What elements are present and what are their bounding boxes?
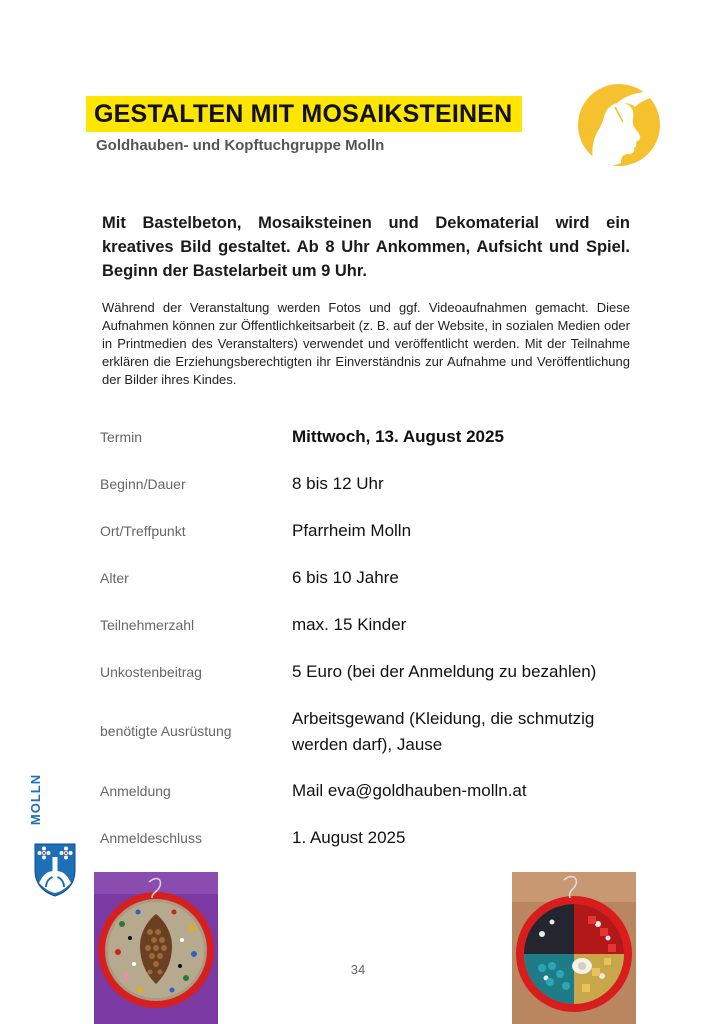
intro-text: Mit Bastelbeton, Mosaiksteinen und Dekomaterial wird ein kreatives Bild gestaltet. Ab 8 Uhr Ankommen, Aufsicht und Spiel. Beginn der Bastelarbeit um 9 Uhr.: [102, 214, 630, 280]
detail-label: Beginn/Dauer: [100, 476, 186, 492]
detail-value: 1. August 2025: [292, 828, 406, 847]
detail-value: 6 bis 10 Jahre: [292, 568, 399, 587]
detail-value: Mittwoch, 13. August 2025: [292, 427, 504, 446]
detail-label: Alter: [100, 570, 129, 586]
detail-label: Termin: [100, 429, 143, 445]
detail-value: max. 15 Kinder: [292, 615, 407, 634]
page-number: 34: [350, 962, 366, 977]
detail-value: Mail eva@goldhauben-molln.at: [292, 781, 527, 800]
municipality-label: [30, 770, 50, 830]
detail-label: Anmeldung: [100, 783, 171, 799]
detail-label: Anmeldeschluss: [100, 830, 202, 846]
mosaic-photo-right: [512, 872, 636, 1024]
detail-label: benötigte Ausrüstung: [100, 723, 232, 739]
detail-label: Ort/Treffpunkt: [100, 523, 186, 539]
municipality-name: MOLLN: [28, 773, 44, 826]
goldhaube-profile-icon: [577, 83, 661, 167]
detail-value: Pfarrheim Molln: [292, 521, 412, 540]
detail-value: 8 bis 12 Uhr: [292, 474, 384, 493]
organizer-subtitle: Goldhauben- und Kopftuchgruppe Molln: [96, 137, 385, 154]
photo-consent-note: Während der Veranstaltung werden Fotos und ggf. Videoaufnahmen gemacht. Diese Aufnahmen können zur Öffentlichkeitsarbeit (z. B. auf der Website, in sozialen Medien oder in Printmedien des Veranstalters) verwendet und veröffentlicht werden. Mit der Teilnahme erklären die Erziehungsberechtigten ihr Einverständnis zur Aufnahme und Veröffentlichung der Bilder ihres Kindes.: [102, 300, 630, 387]
molln-coat-of-arms-icon: [34, 843, 76, 897]
page-title: GESTALTEN MIT MOSAIKSTEINEN: [86, 96, 522, 132]
title-block: [86, 96, 522, 132]
detail-value: Arbeitsgewand (Kleidung, die schmutzig werden darf), Jause: [292, 709, 595, 754]
mosaic-photo-left: [94, 872, 218, 1024]
detail-label: Teilnehmerzahl: [100, 617, 195, 633]
detail-value: 5 Euro (bei der Anmeldung zu bezahlen): [292, 662, 597, 681]
detail-label: Unkostenbeitrag: [100, 664, 202, 680]
